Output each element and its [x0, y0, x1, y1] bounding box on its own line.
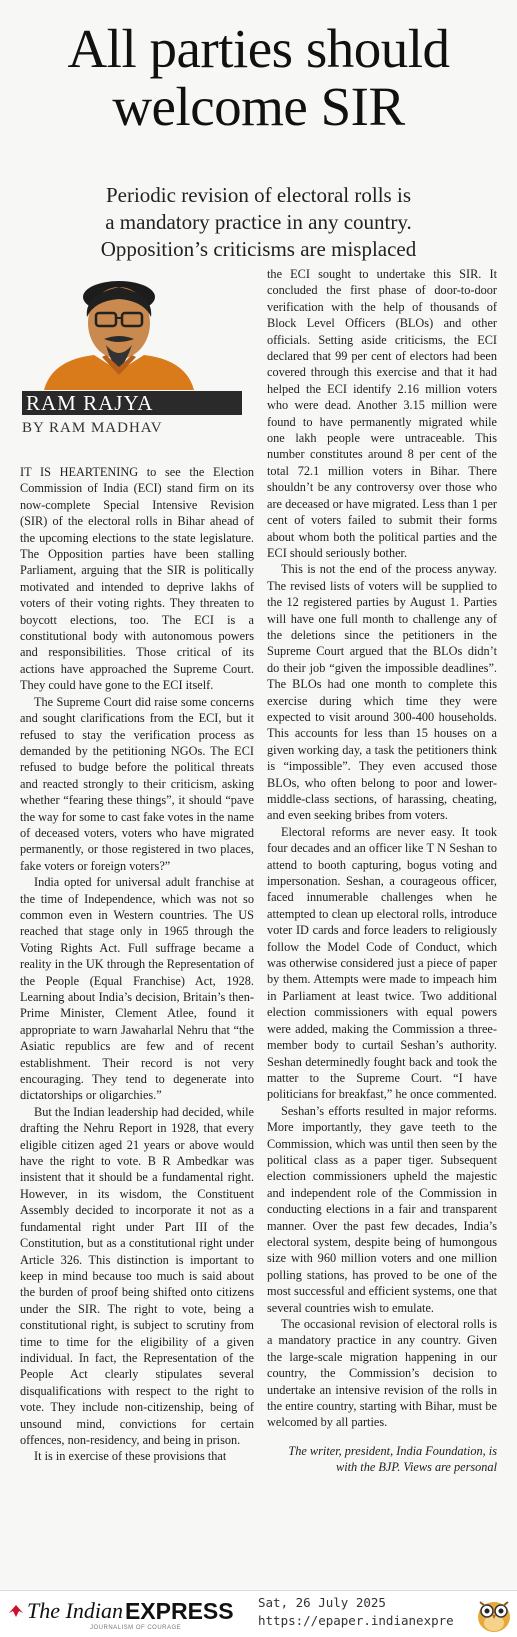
- edition-meta: [258, 1594, 454, 1630]
- byline: BY RAM MADHAV: [22, 420, 163, 436]
- paragraph: IT IS HEARTENING to see the Election Commission of India (ECI) stand firm on its now-complete Special Intensive Revision (SIR) of the electoral rolls in Bihar ahead of the upcoming elections to the state legislature. The Opposition parties have been stalling Parliament, arguing that the SIR is politically motivated and intended to deprive lakhs of voters of their voting rights. They threaten to boycott elections, too. The ECI is a constitutional body with autonomous powers and responsibilities. Those critical of its actions have approached the Supreme Court. They could have gone to the ECI itself.: [20, 465, 254, 693]
- paragraph: the ECI sought to undertake this SIR. It concluded the first phase of door-to-door verification with the help of thousands of Block Level Officers (BLOs) and other officials. Setting aside criticisms, the ECI declared that 99 per cent of electors had been covered through this exercise and that it had helped the ECI identify 2.16 million voters who were dead. Another 3.15 million were found to have permanently migrated while one lakh people were untraceable. This number constitutes around 8 per cent of the total 72.1 million voters in Bihar. There shouldn’t be any controversy over those who are deceased or have migrated. Less than 1 per cent of voters failed to submit their forms about whom both the political parties and the ECI should seriously bother.: [267, 267, 497, 560]
- paragraph: Electoral reforms are never easy. It took four decades and an officer like T N Seshan to attend to booth capturing, bogus voting and impersonation. Seshan, a courageous officer, faced innumerable challenges when he attempted to clean up electoral rolls, introduce voter ID cards and force leaders to religiously follow the Model Code of Conduct, which was otherwise considered just a piece of paper by them. Attempts were made to impeach him in Parliament at least twice. Two additional election commissioners with equal powers were added, making the Commission a three-member body to curtail Seshan’s authority. Seshan determinedly fought back and took the matter to the Supreme Court. “I have politicians for breakfast,” he once commented.: [267, 824, 497, 1102]
- paragraph: The occasional revision of electoral rolls is a mandatory practice in any country. Given the large-scale migration happening in our country, the Commission’s decision to undertake an intensive revision of the rolls in the entire country, starting with Bihar, must be welcomed by all parties.: [267, 1317, 497, 1430]
- logo-tagline: JOURNALISM OF COURAGE: [90, 1625, 182, 1631]
- author-note: [267, 1443, 497, 1476]
- owl-mascot-icon: [474, 1593, 514, 1633]
- deck-line-1: Periodic revision of electoral rolls is: [105, 183, 411, 207]
- headline: [0, 20, 517, 136]
- left-column: [20, 464, 254, 1465]
- logo-text: The Indian: [27, 1598, 123, 1623]
- headline-line-1: All parties should: [67, 18, 450, 79]
- deck-line-3: Opposition’s criticisms are misplaced: [100, 237, 417, 261]
- paragraph: But the Indian leadership had decided, while drafting the Nehru Report in 1928, that every eligible citizen aged 21 years or above would have the right to vote. B R Ambedkar was insistent that it should be a fundamental right. However, in its wisdom, the Constituent Assembly decided to incorporate it not as a fundamental right under Part III of the Constitution, but as a constitutional right under Article 326. This distinction is important to keep in mind because too much is said about the burden of proof being shifted onto citizens under the SIR. The right to vote, being a constitutional right, is subject to scrutiny from time to time for the eligibility of a given individual. In fact, the Representation of the People Act clearly stipulates several disqualifications with respect to the right to vote. They include non-citizenship, being of unsound mind, convictions for certain offences, non-residency, and being in prison.: [20, 1104, 254, 1447]
- column-name: RAM RAJYA: [26, 391, 154, 415]
- author-note-line-2: with the BJP. Views are personal: [336, 1460, 497, 1475]
- deck: [0, 182, 517, 263]
- express-bird-icon: [8, 1603, 24, 1619]
- logo-express-text: EXPRESS: [124, 1597, 234, 1624]
- publication-logo[interactable]: [8, 1596, 234, 1626]
- footer-bar: [0, 1590, 517, 1637]
- epaper-url[interactable]: https://epaper.indianexpre: [258, 1613, 454, 1628]
- headline-line-2: welcome SIR: [112, 76, 405, 137]
- author-photo: [24, 275, 204, 390]
- paragraph: It is in exercise of these provisions that: [34, 1449, 227, 1464]
- right-column: [267, 266, 497, 1476]
- author-note-line-1: The writer, president, India Foundation, is: [288, 1443, 497, 1458]
- paragraph: The Supreme Court did raise some concerns and sought clarifications from the ECI, but it refused to stay the verification process as demanded by the petitioning NGOs. The ECI refused to budge before the political threats and reacted strongly to their criticism, asking whether “fearing these things”, it should “pave the way for some to cast fake votes in the name of deceased voters, voters who have migrated permanently, or those registered in two places, fake voters or foreign voters?”: [20, 694, 254, 873]
- deck-line-2: a mandatory practice in any country.: [105, 210, 412, 234]
- edition-date: Sat, 26 July 2025: [258, 1595, 386, 1610]
- paragraph: India opted for universal adult franchise at the time of Independence, which was not so common even in Western countries. The US reached that stage only in 1965 through the Voting Rights Act. Full suffrage became a reality in the UK through the Representation of the People (Equal Franchise) Act, 1928. Learning about India’s decision, Britain’s then-Prime Minister, Clement Atlee, found it appropriate to warn Jawaharlal Nehru that “the Asiatic republics are few and of recent establishment. Their record is not very encouraging. They tend to degenerate into dictatorships or oligarchies.”: [20, 875, 254, 1103]
- paragraph: This is not the end of the process anyway. The revised lists of voters will be supplied to the 12 registered parties by August 1. Parties will have one full month to challenge any of the deletions since the petitioners in the Supreme Court argued that the BLOs didn’t do their job “given the impossible deadlines”. The BLOs had one month to complete this exercise during which time they were expected to visit around 300-400 households. This accounts for less than 15 houses on a given working day, a task the petitioners think is “impossible”. They even accused those BLOs, who often belong to poor and lower-middle-class sections, of harassing, cheating, and even seeking bribes from voters.: [267, 562, 497, 823]
- column-name-banner: [22, 391, 242, 415]
- paragraph: Seshan’s efforts resulted in major reforms. More importantly, they gave teeth to the Commission, which was until then seen by the political class as a paper tiger. Subsequent election commissioners upheld the majestic and independent role of the Commission in conducting elections in a fair and transparent manner. Over the past few decades, India’s electoral system, despite being of humongous size with 960 million voters and one million polling stations, has proved to be one of the most successful and efficient systems, one that several countries wish to emulate.: [267, 1103, 497, 1315]
